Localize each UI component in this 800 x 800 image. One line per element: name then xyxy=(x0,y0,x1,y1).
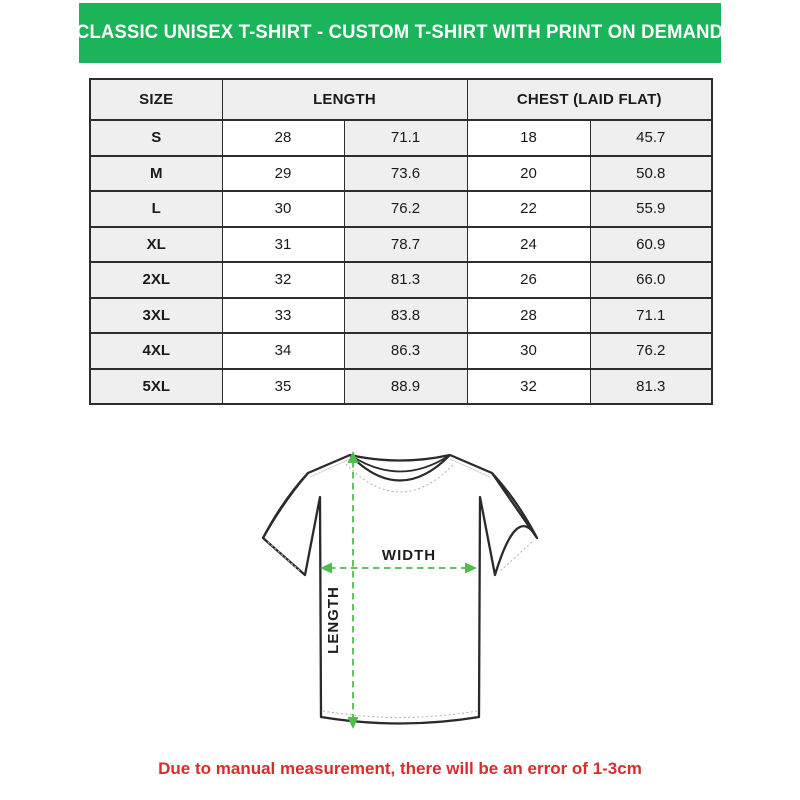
length-label: LENGTH xyxy=(325,586,342,654)
length-cm: 86.3 xyxy=(344,333,467,369)
chest-in: 26 xyxy=(467,262,590,298)
chest-cm: 60.9 xyxy=(590,227,712,263)
size-label: 3XL xyxy=(90,298,222,334)
size-label: XL xyxy=(90,227,222,263)
length-in: 34 xyxy=(222,333,344,369)
length-cm: 73.6 xyxy=(344,156,467,192)
size-label: 5XL xyxy=(90,369,222,405)
chest-in: 18 xyxy=(467,120,590,156)
size-label: 4XL xyxy=(90,333,222,369)
length-cm: 71.1 xyxy=(344,120,467,156)
page-title: CLASSIC UNISEX T-SHIRT - CUSTOM T-SHIRT WITH PRINT ON DEMAND xyxy=(76,22,724,43)
size-label: L xyxy=(90,191,222,227)
tshirt-measurement-diagram xyxy=(250,434,550,754)
length-cm: 81.3 xyxy=(344,262,467,298)
size-chart xyxy=(89,78,711,405)
tshirt-body-outline xyxy=(263,455,537,724)
length-in: 28 xyxy=(222,120,344,156)
table-row xyxy=(90,191,712,227)
table-row xyxy=(90,262,712,298)
chest-cm: 66.0 xyxy=(590,262,712,298)
tshirt-outline-illustration xyxy=(250,434,550,754)
length-cm: 78.7 xyxy=(344,227,467,263)
measurement-error-note: Due to manual measurement, there will be an error of 1-3cm xyxy=(158,759,642,778)
column-header-length: LENGTH xyxy=(222,79,467,120)
length-in: 35 xyxy=(222,369,344,405)
chest-in: 24 xyxy=(467,227,590,263)
table-row xyxy=(90,227,712,263)
chest-in: 30 xyxy=(467,333,590,369)
chest-cm: 76.2 xyxy=(590,333,712,369)
table-row xyxy=(90,156,712,192)
length-in: 29 xyxy=(222,156,344,192)
size-table xyxy=(89,78,713,405)
chest-cm: 45.7 xyxy=(590,120,712,156)
table-row xyxy=(90,369,712,405)
length-in: 33 xyxy=(222,298,344,334)
chest-cm: 81.3 xyxy=(590,369,712,405)
table-row xyxy=(90,120,712,156)
chest-in: 20 xyxy=(467,156,590,192)
title-banner xyxy=(76,3,724,63)
chest-in: 28 xyxy=(467,298,590,334)
size-label: M xyxy=(90,156,222,192)
length-in: 30 xyxy=(222,191,344,227)
length-in: 32 xyxy=(222,262,344,298)
length-cm: 83.8 xyxy=(344,298,467,334)
length-cm: 88.9 xyxy=(344,369,467,405)
column-header-chest: CHEST (LAID FLAT) xyxy=(467,79,712,120)
table-header-row xyxy=(90,79,712,120)
table-row xyxy=(90,298,712,334)
length-in: 31 xyxy=(222,227,344,263)
length-cm: 76.2 xyxy=(344,191,467,227)
column-header-size: SIZE xyxy=(90,79,222,120)
table-row xyxy=(90,333,712,369)
chest-in: 22 xyxy=(467,191,590,227)
chest-in: 32 xyxy=(467,369,590,405)
size-label: 2XL xyxy=(90,262,222,298)
chest-cm: 71.1 xyxy=(590,298,712,334)
size-label: S xyxy=(90,120,222,156)
chest-cm: 55.9 xyxy=(590,191,712,227)
chest-cm: 50.8 xyxy=(590,156,712,192)
width-label: WIDTH xyxy=(381,547,437,564)
